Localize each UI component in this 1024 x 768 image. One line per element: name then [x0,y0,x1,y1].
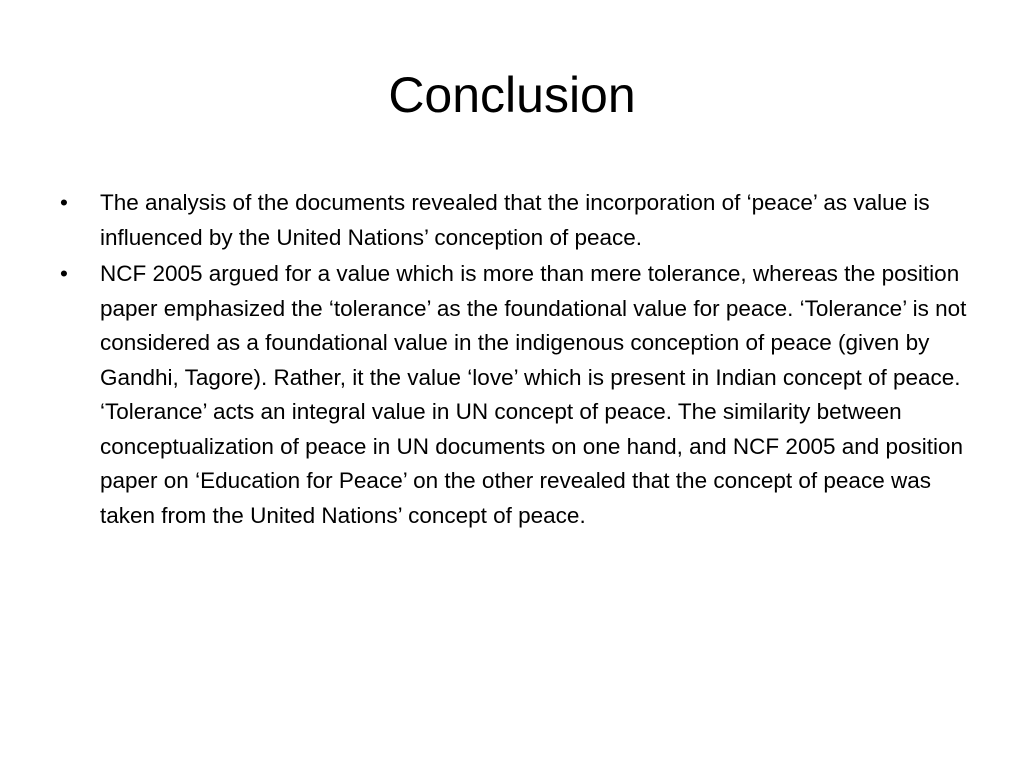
slide-title: Conclusion [388,67,636,123]
bullet-item-1 [60,186,972,255]
bullet-text-2: NCF 2005 argued for a value which is more than mere tolerance, whereas the position paper emphasized the ‘tolerance’ as the foundational value for peace. ‘Tolerance’ is not considered as a foundational value in the indigenous conception of peace (given by Gandhi, Tagore). Rather, it the value ‘love’ which is present in Indian concept of peace. ‘Tolerance’ acts an integral value in UN concept of peace. The similarity between conceptualization of peace in UN documents on one hand, and NCF 2005 and position paper on ‘Education for Peace’ on the other revealed that the concept of peace was taken from the United Nations’ concept of peace. [100,261,967,528]
bullet-text-1: The analysis of the documents revealed that the incorporation of ‘peace’ as value is influenced by the United Nations’ conception of peace. [100,190,930,250]
bullet-icon: • [60,190,68,215]
bullet-icon: • [60,261,68,286]
bullet-item-2 [60,257,972,533]
bullet-list [60,186,972,535]
